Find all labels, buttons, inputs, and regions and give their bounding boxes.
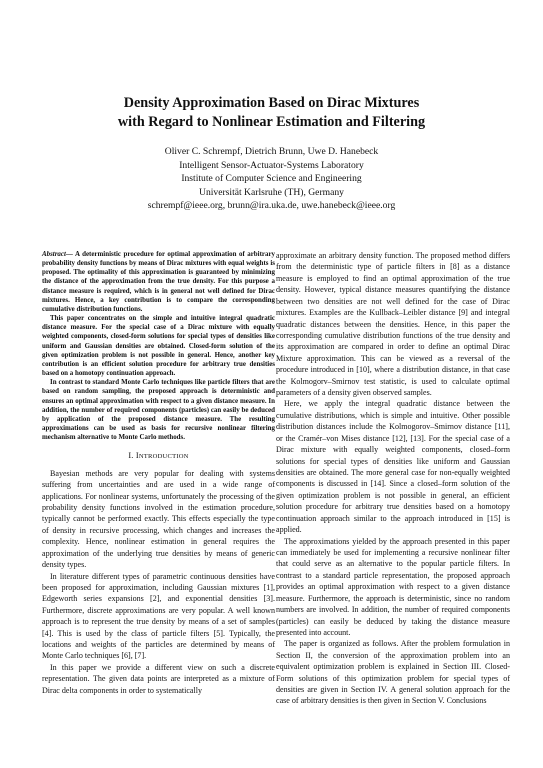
abstract-label: Abstract [42, 250, 66, 258]
section-number: I. [128, 451, 136, 461]
right-paragraph-2: Here, we apply the integral quadratic distance between the cumulative distributions, which is simple and intuitive. Other possible distribution distances include the Kolmogorov–Smirnov distance [11], or the Cramér–von Mises distance [12], [13]. For the special case of a Dirac mixture with equally weighted components, closed–form solutions for special types of densities like uniform and Gaussian densities are obtained. The more general case for non-equally weighted components is discussed in [14]. Since a closed–form solution of the given optimization problem is not possible in general, an efficient solution procedure for arbitrary true densities based on a homotopy continuation approach similar to the approach introduced in [15] is applied. [276, 399, 510, 535]
abstract [42, 250, 275, 442]
author-names: Oliver C. Schrempf, Dietrich Brunn, Uwe D. Hanebeck [164, 146, 379, 157]
right-body-text [276, 250, 510, 707]
section-title-initial: I [135, 451, 139, 461]
title-line-2: with Regard to Nonlinear Estimation and Filtering [117, 114, 426, 130]
intro-paragraph-1: Bayesian methods are very popular for dealing with systems suffering from uncertainties and are used in a wide range of applications. For nonlinear systems, unfortunately the processing of the probability density functions involved in the estimation procedure, typically cannot be performed exactly. This effects especially the type of density in recursive processing, which changes and increases the complexity. Hence, nonlinear estimation in general requires the approximation of the underlying true densities by means of generic density types. [42, 468, 275, 570]
section-title-rest: NTRODUCTION [138, 453, 189, 461]
title-line-1: Density Approximation Based on Dirac Mixtures [123, 95, 420, 111]
left-column [42, 250, 275, 696]
right-paragraph-3: The approximations yielded by the approach presented in this paper can immediately be used for implementing a recursive nonlinear filter that could serve as an alternative to the popular particle filters. In contrast to a standard particle representation, the proposed approach provides an optimal approximation with respect to a given distance measure. Furthermore, the approach is deterministic, since no random numbers are involved. In addition, the number of required components (particles) can easily be deduced by taking the distance measure presented into account. [276, 536, 510, 637]
abstract-text-1: A deterministic procedure for optimal approximation of arbitrary probability density functions by means of Dirac mixtures with equal weights is proposed. The optimality of this approximation is guaranteed by minimizing the distance of the approximation from the true density. For this purpose a distance measure is required, which is in general not well defined for Dirac mixtures. Hence, a key contribution is to compare the corresponding cumulative distribution functions. [42, 250, 275, 313]
paper-title [0, 94, 543, 132]
author-emails: schrempf@ieee.org, brunn@ira.uka.de, uwe.hanebeck@ieee.org [147, 200, 396, 212]
abstract-paragraph-2: This paper concentrates on the simple and intuitive integral quadratic distance measure. For the special case of a Dirac mixture with equally weighted components, closed-form solutions for special types of densities like uniform and Gaussian densities are obtained. Closed-form solution of the given optimization problem is not possible in general. Hence, another key contribution is an efficient solution procedure for arbitrary true densities based on a homotopy continuation approach. [42, 314, 275, 378]
abstract-paragraph-1 [42, 250, 275, 314]
right-paragraph-4: The paper is organized as follows. After the problem formulation in Section II, the conversion of the approximation problem into an equivalent optimization problem is explained in Section III. Closed-Form solutions of this optimization problem for special types of densities are given in Section IV. A general solution approach for the case of arbitrary densities is then given in Section V. Conclusions [276, 639, 510, 706]
author-block [0, 145, 543, 213]
right-column [276, 250, 510, 707]
affiliation-line-2: Institute of Computer Science and Engineering [181, 173, 362, 185]
abstract-dash: — [65, 250, 75, 258]
abstract-paragraph-3: In contrast to standard Monte Carlo techniques like particle filters that are based on random sampling, the proposed approach is deterministic and ensures an optimal approximation with respect to a given distance measure. In addition, the number of required components (particles) can easily be deduced by application of the proposed distance measure. The resulting approximations can be used as basis for recursive nonlinear filtering mechanism alternative to Monte Carlo methods. [42, 378, 275, 442]
intro-paragraph-3: In this paper we provide a different view on such a discrete representation. The given data points are interpreted as a mixture of Dirac delta components in order to systematically [42, 662, 275, 695]
affiliation-line-3: Universität Karlsruhe (TH), Germany [199, 186, 344, 198]
left-body-text [42, 468, 275, 696]
intro-paragraph-2: In literature different types of parametric continuous densities have been proposed for approximation, including Gaussian mixtures [1], Edgeworth series expansions [2], and exponential densities [3]. Furthermore, discrete approximations are very popular. A well known approach is to represent the true density by means of a set of samples [4]. This is used by the class of particle filters [5]. Typically, the locations and weights of the particles are determined by means of Monte Carlo techniques [6], [7]. [42, 571, 275, 661]
affiliation-line-1: Intelligent Sensor-Actuator-Systems Laboratory [179, 159, 364, 171]
section-heading-introduction [42, 450, 275, 462]
right-paragraph-1: approximate an arbitrary density function. The proposed method differs from the deterministic type of particle filters in [8] as a distance measure is employed to find an optimal approximation of the true density. However, typical distance measures quantifying the distance between two densities are not well defined for the case of Dirac mixtures. Examples are the Kullback–Leibler distance [9] and integral quadratic distances between the densities. Hence, in this paper the corresponding cumulative distribution functions of the true density and its approximation are compared in order to define an optimal Dirac Mixture approximation. This can be viewed as a reversal of the procedure introduced in [10], where a distribution distance, in that case the Kolmogorv–Smirnov test statistic, is used to calculate optimal parameters of a density given observed samples. [276, 251, 510, 398]
